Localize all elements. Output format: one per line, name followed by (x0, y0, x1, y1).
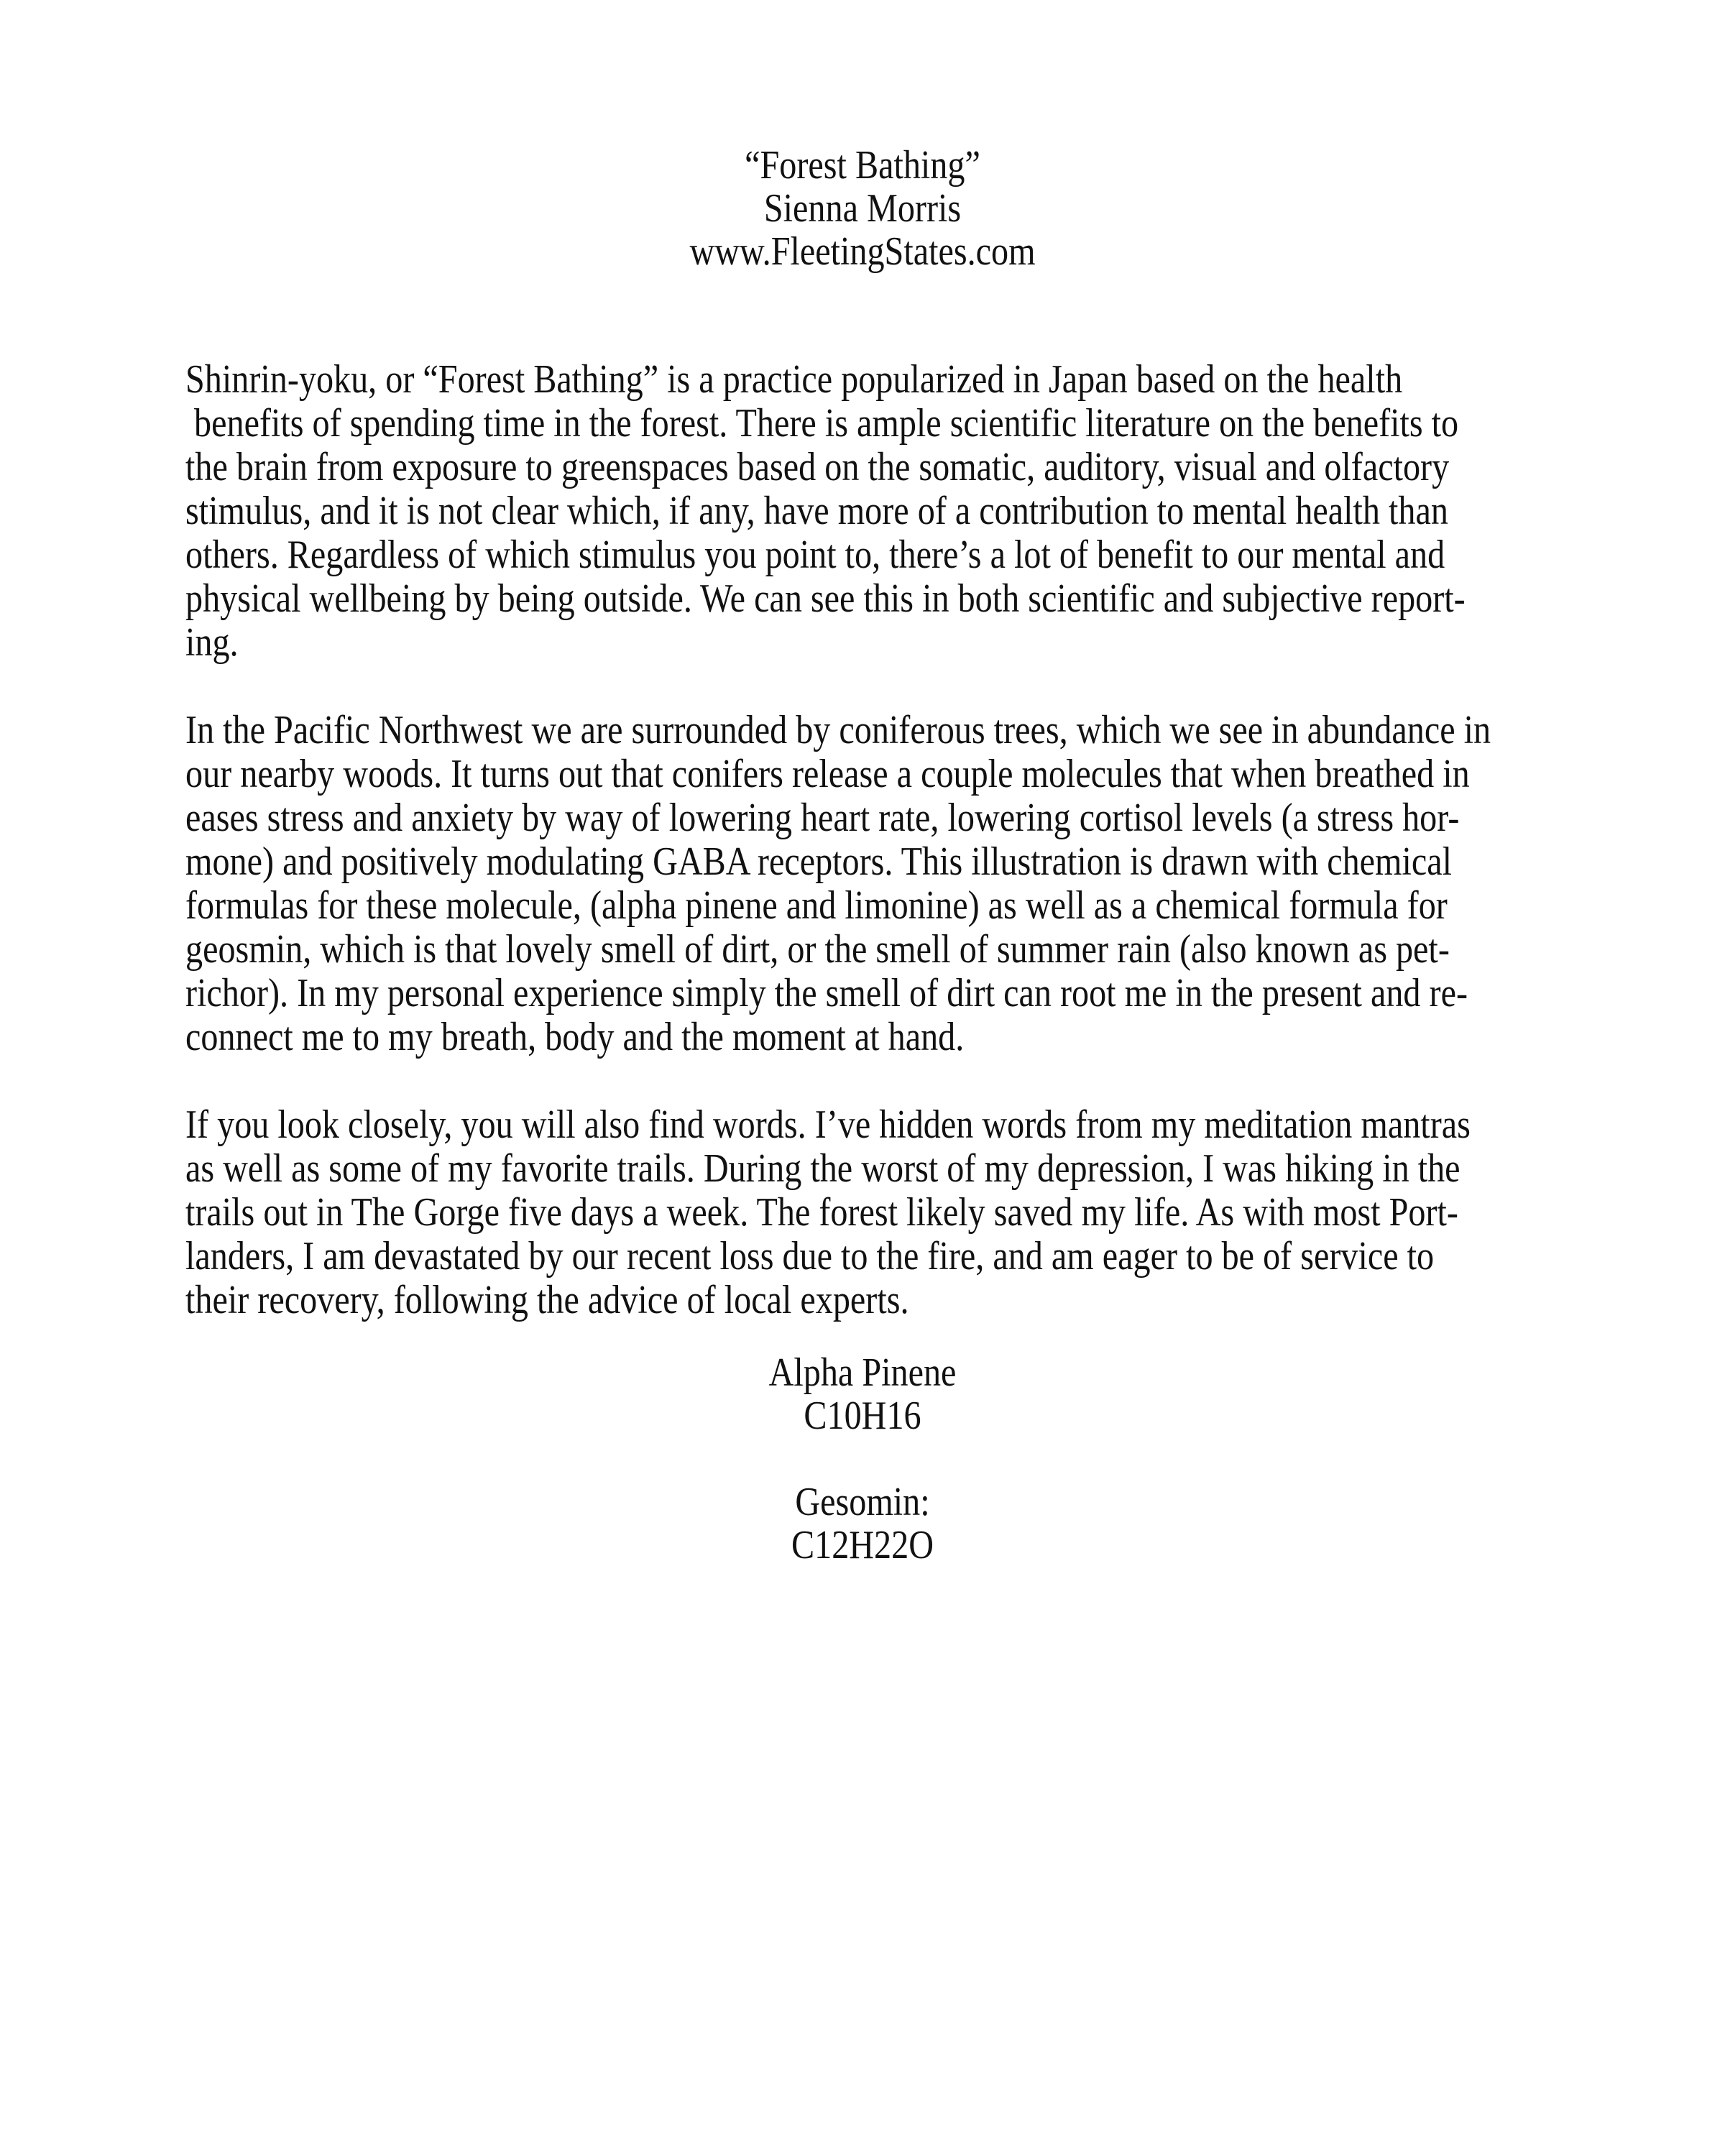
paragraph-2 (185, 709, 1573, 1059)
text-line: stimulus, and it is not clear which, if any, have more of a contribution to mental health than (185, 489, 1448, 533)
text-line: landers, I am devastated by our recent loss due to the fire, and am eager to be of service to (185, 1234, 1435, 1279)
compound-name: Alpha Pinene (768, 1350, 957, 1395)
compound-formula: C10H16 (804, 1393, 921, 1438)
text-line: formulas for these molecule, (alpha pinene and limonine) as well as a chemical formula for (185, 883, 1448, 928)
document-header (121, 144, 1604, 273)
compound-formula: C12H22O (791, 1523, 934, 1567)
chemical-formulas (121, 1351, 1604, 1610)
text-line: ing. (185, 620, 239, 665)
text-line: richor). In my personal experience simply the smell of dirt can root me in the present and re- (185, 971, 1468, 1015)
text-line: If you look closely, you will also find words. I’ve hidden words from my meditation mantras (185, 1102, 1471, 1147)
body-text (185, 358, 1573, 1366)
text-line: Shinrin-yoku, or “Forest Bathing” is a practice popularized in Japan based on the health (185, 357, 1403, 402)
text-line: others. Regardless of which stimulus you point to, there’s a lot of benefit to our mental and (185, 533, 1445, 577)
paragraph-3 (185, 1103, 1573, 1322)
text-line: the brain from exposure to greenspaces based on the somatic, auditory, visual and olfactory (185, 445, 1450, 489)
text-line: our nearby woods. It turns out that conifers release a couple molecules that when breathed in (185, 752, 1470, 796)
text-line: In the Pacific Northwest we are surrounded by coniferous trees, which we see in abundance in (185, 708, 1491, 752)
text-line: mone) and positively modulating GABA receptors. This illustration is drawn with chemical (185, 839, 1453, 884)
text-line: benefits of spending time in the forest. There is ample scientific literature on the benefits to (185, 401, 1459, 446)
text-line: geosmin, which is that lovely smell of dirt, or the smell of summer rain (also known as pet- (185, 927, 1450, 972)
text-line: as well as some of my favorite trails. During the worst of my depression, I was hiking in the (185, 1146, 1460, 1191)
document-title: “Forest Bathing” (745, 143, 980, 188)
text-line: eases stress and anxiety by way of lowering heart rate, lowering cortisol levels (a stress hor- (185, 796, 1460, 840)
formula-alpha-pinene (121, 1351, 1604, 1437)
text-line: trails out in The Gorge five days a week. The forest likely saved my life. As with most Port- (185, 1190, 1458, 1235)
paragraph-1 (185, 358, 1573, 665)
formula-geosmin (121, 1480, 1604, 1567)
author-name: Sienna Morris (763, 186, 962, 231)
text-line: their recovery, following the advice of local experts. (185, 1278, 909, 1322)
website-link[interactable]: www.FleetingStates.com (689, 229, 1036, 274)
text-line: connect me to my breath, body and the moment at hand. (185, 1015, 965, 1059)
compound-name: Gesomin: (795, 1480, 930, 1524)
text-line: physical wellbeing by being outside. We can see this in both scientific and subjective report- (185, 576, 1466, 621)
